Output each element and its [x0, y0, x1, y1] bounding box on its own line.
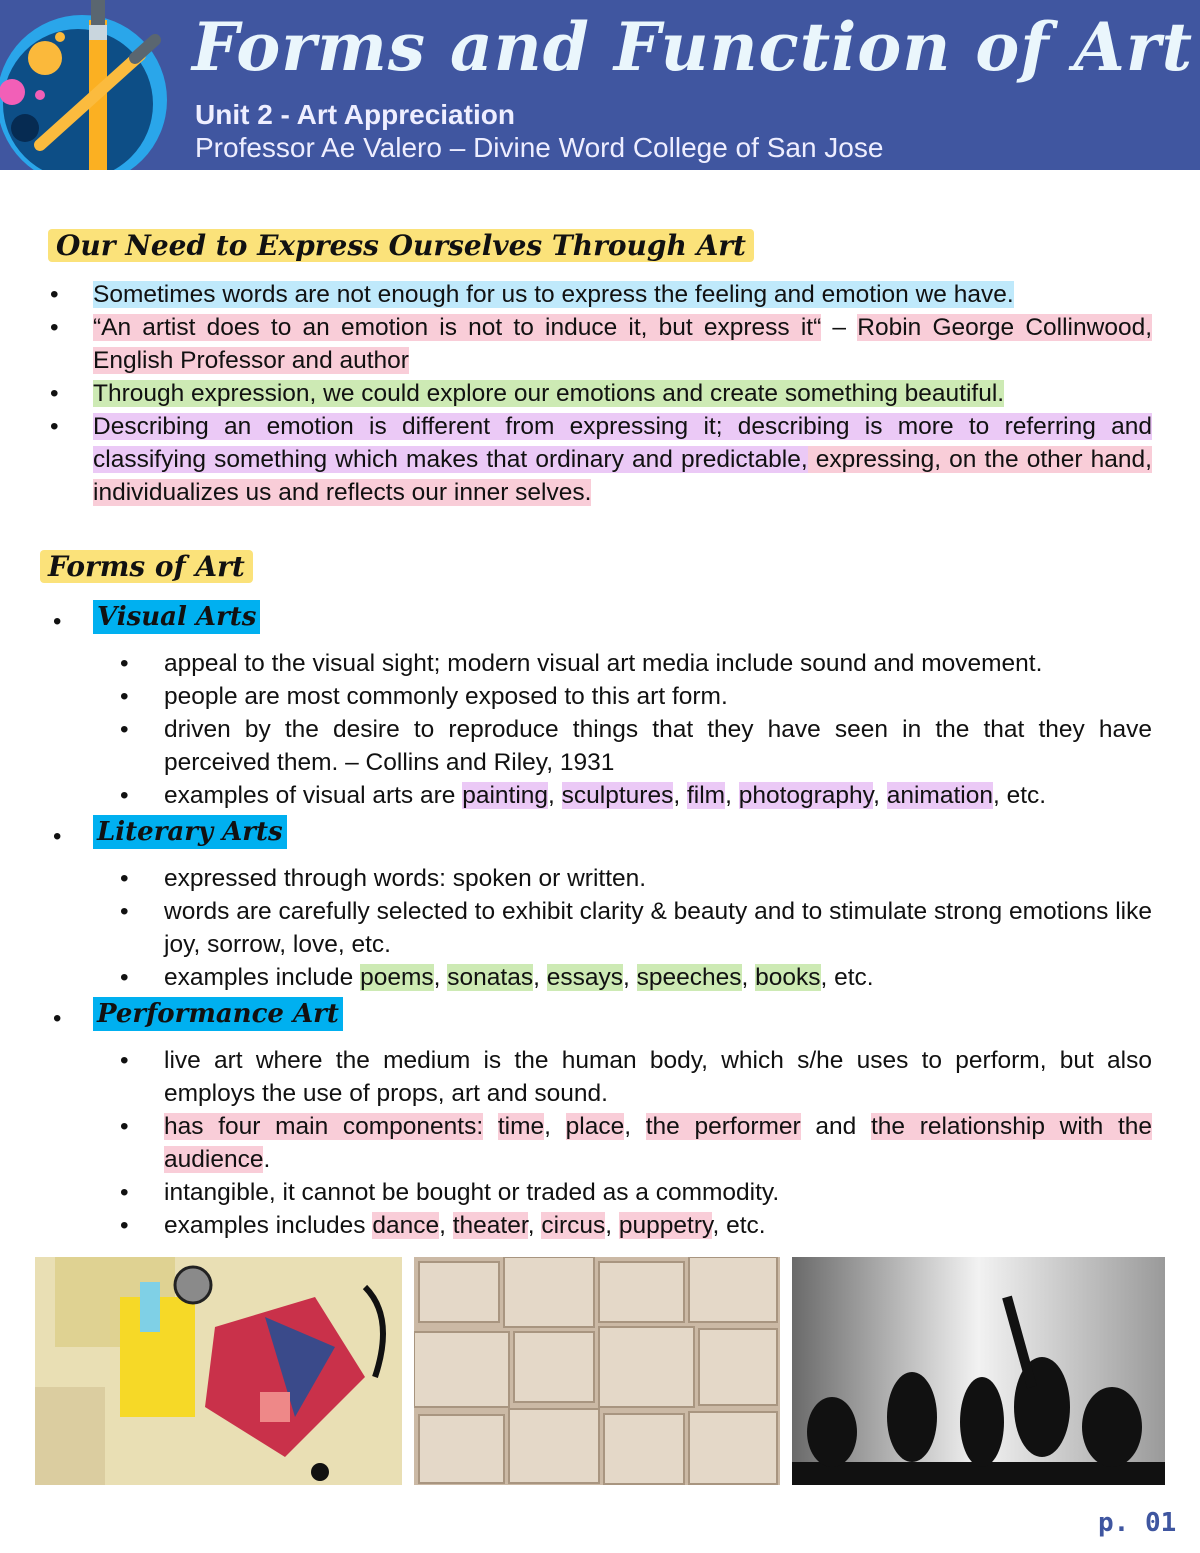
- dancers-silhouette-image: [792, 1257, 1165, 1485]
- text-segment: , etc.: [992, 782, 1047, 809]
- text-segment: , etc.: [712, 1212, 766, 1239]
- bullet-marker: •: [50, 413, 59, 440]
- text-segment: ,: [548, 782, 562, 809]
- text-segment: examples of visual arts are: [164, 782, 463, 809]
- highlighted-text: photography: [738, 782, 874, 809]
- highlighted-text: Robin George Collinwood, English Professor and author: [93, 314, 1152, 374]
- highlighted-text: puppetry: [618, 1212, 713, 1239]
- text-segment: appeal to the visual sight; modern visual art media include sound and movement.: [164, 650, 1043, 677]
- text-segment: [483, 1113, 498, 1140]
- unit-subtitle: Unit 2 - Art Appreciation: [195, 99, 515, 130]
- text-segment: ,: [527, 1212, 542, 1239]
- text-segment: expressed through words: spoken or written.: [164, 865, 647, 892]
- bullet-marker: •: [50, 314, 59, 341]
- list-item: [50, 278, 1152, 311]
- list-item: [50, 377, 1152, 410]
- list-item: [120, 1044, 1152, 1110]
- text-segment: people are most commonly exposed to this art form.: [164, 683, 728, 710]
- highlighted-text: speeches: [636, 964, 742, 991]
- art-form-bullets: [0, 1044, 1200, 1242]
- text-segment: examples include: [164, 964, 361, 991]
- highlighted-text: theater: [452, 1212, 528, 1239]
- list-item: [120, 1176, 1152, 1209]
- list-item: [120, 961, 1152, 994]
- highlighted-text: dance: [372, 1212, 440, 1239]
- text-segment: , etc.: [820, 964, 874, 991]
- text-segment: ,: [873, 782, 887, 809]
- list-item: [50, 311, 1152, 377]
- bullet-marker: •: [120, 716, 129, 743]
- professor-line: Professor Ae Valero – Divine Word College of San Jose: [195, 132, 884, 163]
- section-heading-need-to-express: Our Need to Express Ourselves Through Art: [48, 229, 754, 262]
- bullet-marker: •: [50, 380, 59, 407]
- highlighted-text: Through expression, we could explore our emotions and create something beautiful.: [93, 380, 1005, 407]
- bullet-marker: •: [120, 683, 129, 710]
- highlighted-text: sculptures: [561, 782, 674, 809]
- highlighted-text: has four main components:: [164, 1113, 484, 1140]
- list-item: [120, 862, 1152, 895]
- abstract-painting-image: [35, 1257, 402, 1485]
- highlighted-text: expressing, on the other hand, individualizes us and reflects our inner selves.: [93, 446, 1152, 506]
- list-item: [120, 895, 1152, 961]
- highlighted-text: essays: [546, 964, 623, 991]
- document-title: Forms and Function of Art: [192, 8, 1194, 86]
- text-segment: driven by the desire to reproduce things that they have seen in the that they have perceived them. – Collins and Riley, 1931: [164, 716, 1152, 776]
- highlighted-text: painting: [462, 782, 549, 809]
- bullet-marker: •: [120, 650, 129, 677]
- text-segment: ,: [673, 782, 687, 809]
- text-segment: ,: [725, 782, 739, 809]
- text-segment: ,: [533, 964, 547, 991]
- highlighted-text: film: [686, 782, 726, 809]
- art-form-bullets: [0, 862, 1200, 994]
- bullet-marker: •: [120, 1113, 129, 1140]
- bullet-marker: •: [50, 281, 59, 308]
- text-segment: –: [821, 314, 858, 341]
- art-form-bullets: [0, 647, 1200, 812]
- text-segment: ,: [544, 1113, 566, 1140]
- text-segment: examples includes: [164, 1212, 373, 1239]
- bullet-marker: •: [120, 964, 129, 991]
- highlighted-text: circus: [541, 1212, 606, 1239]
- text-segment: ,: [741, 964, 756, 991]
- bullet-marker: •: [120, 1047, 129, 1074]
- highlighted-text: books: [755, 964, 821, 991]
- text-segment: intangible, it cannot be bought or traded as a commodity.: [164, 1179, 780, 1206]
- bullet-marker: •: [120, 898, 129, 925]
- bullet-marker: •: [53, 608, 62, 635]
- highlighted-text: time: [497, 1113, 545, 1140]
- bullet-marker: •: [120, 865, 129, 892]
- highlighted-text: the performer: [645, 1113, 801, 1140]
- list-item: [50, 410, 1152, 509]
- highlighted-text: “An artist does to an emotion is not to induce it, but express it“: [93, 314, 822, 341]
- text-segment: live art where the medium is the human body, which s/he uses to perform, but also employs the use of props, art and sound.: [164, 1047, 1152, 1107]
- art-form-label: Performance Art: [93, 997, 343, 1031]
- text-segment: ,: [622, 964, 637, 991]
- header-banner: [0, 0, 1200, 170]
- open-books-image: [414, 1257, 780, 1485]
- list-item: [120, 713, 1152, 779]
- highlighted-text: place: [565, 1113, 625, 1140]
- text-segment: ,: [605, 1212, 619, 1239]
- art-form-label: Visual Arts: [93, 600, 260, 634]
- bullet-marker: •: [53, 823, 62, 850]
- art-form-label: Literary Arts: [93, 815, 287, 849]
- text-segment: words are carefully selected to exhibit clarity & beauty and to stimulate strong emotions like joy, sorrow, love, etc.: [164, 898, 1152, 958]
- bullet-marker: •: [120, 1212, 129, 1239]
- section-heading-forms-of-art: Forms of Art: [40, 550, 253, 583]
- highlighted-text: sonatas: [447, 964, 534, 991]
- bullet-marker: •: [53, 1005, 62, 1032]
- list-item: [120, 1110, 1152, 1176]
- list-item: [120, 779, 1152, 812]
- bullet-marker: •: [120, 1179, 129, 1206]
- list-item: [120, 647, 1152, 680]
- highlighted-text: the relationship with the audience: [164, 1113, 1152, 1173]
- text-segment: ,: [439, 1212, 453, 1239]
- palette-brush-icon: [0, 0, 175, 170]
- text-segment: .: [263, 1146, 271, 1173]
- highlighted-text: animation: [886, 782, 993, 809]
- section1-bullet-list: [0, 278, 1200, 509]
- text-segment: and: [800, 1113, 871, 1140]
- text-segment: ,: [433, 964, 448, 991]
- text-segment: ,: [624, 1113, 646, 1140]
- bullet-marker: •: [120, 782, 129, 809]
- page-number: p. 01: [1098, 1508, 1177, 1538]
- highlighted-text: Describing an emotion is different from expressing it; describing is more to referring and classifying something which makes that ordinary and predictable,: [93, 413, 1152, 473]
- list-item: [120, 1209, 1152, 1242]
- highlighted-text: poems: [360, 964, 434, 991]
- highlighted-text: Sometimes words are not enough for us to express the feeling and emotion we have.: [93, 281, 1014, 308]
- list-item: [120, 680, 1152, 713]
